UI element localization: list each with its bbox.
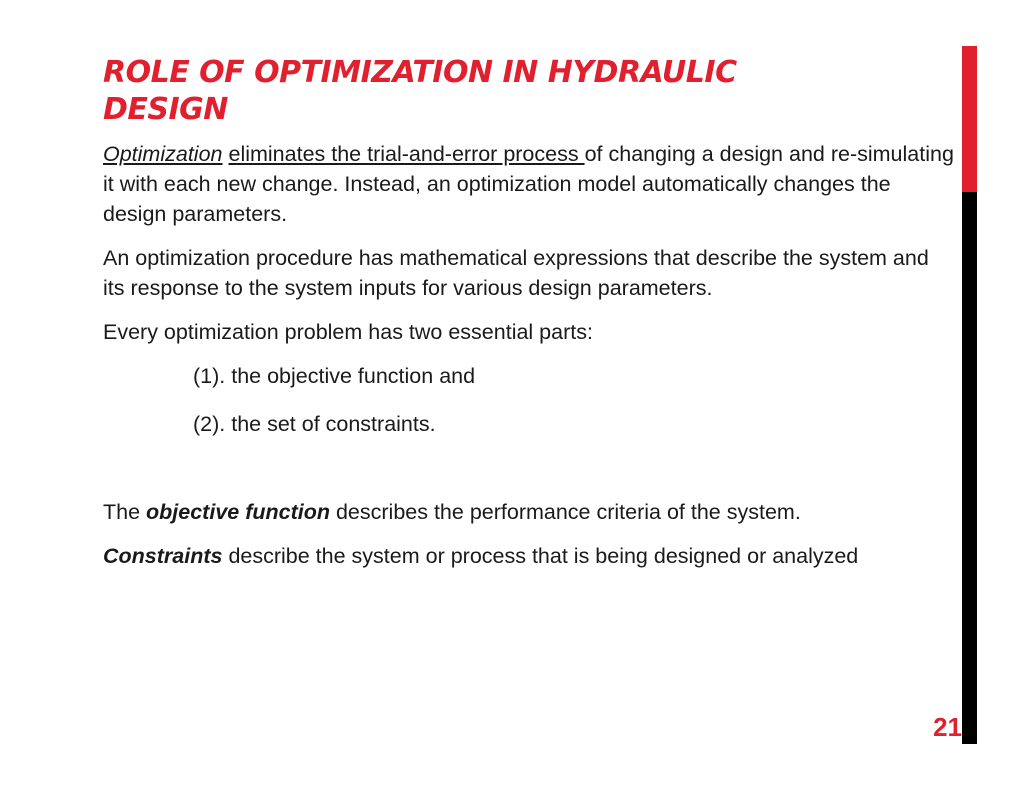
paragraph-essential-parts: Every optimization problem has two essential parts: xyxy=(103,320,593,344)
title-line-1: ROLE OF OPTIMIZATION IN HYDRAULIC xyxy=(103,55,737,90)
optimization-rest: of changing a design and re-simulating it with each new change. Instead, an optimization model automatically changes the design parameters. xyxy=(103,142,954,226)
spacer xyxy=(103,457,955,497)
paragraph-procedure: An optimization procedure has mathematical expressions that describe the system and its response to the system inputs for various design parameters. xyxy=(103,246,929,300)
paragraph-optimization xyxy=(103,139,955,229)
objective-rest: describes the performance criteria of the system. xyxy=(330,500,801,524)
slide-body xyxy=(103,139,955,571)
objective-prefix: The xyxy=(103,500,147,524)
title-line-2: DESIGN xyxy=(103,92,228,127)
list-item-constraints: (2). the set of constraints. xyxy=(193,412,436,436)
paragraph-constraints xyxy=(103,541,955,571)
page-number: 21 xyxy=(933,712,962,742)
slide-title xyxy=(103,54,903,128)
objective-function-term: objective function xyxy=(146,500,330,524)
constraints-term: Constraints xyxy=(103,544,223,568)
list-item-objective: (1). the objective function and xyxy=(193,364,476,388)
accent-bar-red xyxy=(962,46,977,192)
optimization-term: Optimization xyxy=(103,142,223,166)
constraints-rest: describe the system or process that is being designed or analyzed xyxy=(222,544,859,568)
trial-and-error-phrase: eliminates the trial-and-error process xyxy=(228,142,585,166)
accent-bar-black xyxy=(962,192,977,744)
paragraph-objective-function xyxy=(103,497,955,527)
